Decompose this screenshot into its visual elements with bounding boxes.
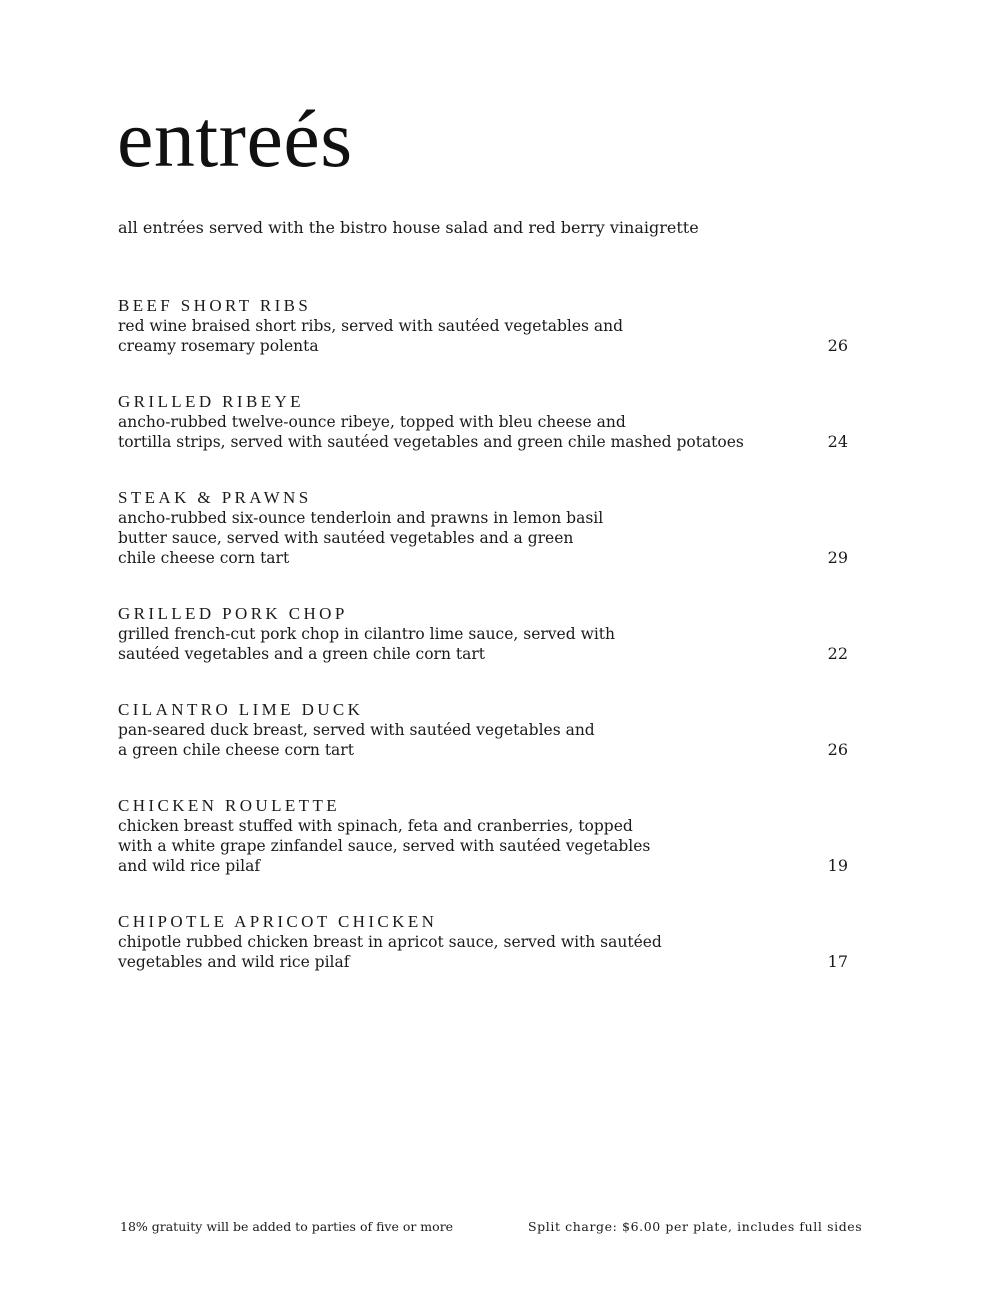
menu-item-description: ancho-rubbed six-ounce tenderloin and prawns in lemon basil butter sauce, served with sautéed vegetables and a green chile cheese corn tart (118, 509, 604, 567)
menu-item (118, 604, 848, 664)
menu-item-name: CILANTRO LIME DUCK (118, 700, 364, 719)
menu-item (118, 912, 848, 972)
menu-item-description: chicken breast stuffed with spinach, feta and cranberries, topped with a white grape zinfandel sauce, served with sautéed vegetables and wild rice pilaf (118, 817, 651, 875)
menu-item (118, 700, 848, 760)
menu-item-description: pan-seared duck breast, served with sautéed vegetables and a green chile cheese corn tart (118, 721, 595, 759)
menu-item-price: 29 (827, 548, 848, 567)
page-title: entreés (117, 93, 353, 184)
menu-item-name: BEEF SHORT RIBS (118, 296, 312, 315)
entree-menu-list (118, 296, 848, 1008)
menu-item-description: red wine braised short ribs, served with sautéed vegetables and creamy rosemary polenta (118, 317, 624, 355)
menu-item-name: GRILLED PORK CHOP (118, 604, 348, 623)
menu-item-description: grilled french-cut pork chop in cilantro lime sauce, served with sautéed vegetables and a green chile corn tart (118, 625, 616, 663)
menu-item-price: 26 (827, 740, 848, 759)
menu-item-name: GRILLED RIBEYE (118, 392, 304, 411)
menu-item-name: CHIPOTLE APRICOT CHICKEN (118, 912, 438, 931)
menu-item-name: STEAK & PRAWNS (118, 488, 312, 507)
menu-item-description: ancho-rubbed twelve-ounce ribeye, topped with bleu cheese and tortilla strips, served with sautéed vegetables and green chile mashed potatoes (118, 413, 744, 451)
menu-item-price: 22 (827, 644, 848, 663)
menu-item (118, 796, 848, 876)
page-subtitle: all entrées served with the bistro house salad and red berry vinaigrette (118, 218, 699, 237)
split-charge-note: Split charge: $6.00 per plate, includes full sides (528, 1219, 863, 1234)
menu-item-price: 19 (827, 856, 848, 875)
menu-item-price: 17 (827, 952, 848, 971)
menu-item-price: 26 (827, 336, 848, 355)
menu-item-description: chipotle rubbed chicken breast in apricot sauce, served with sautéed vegetables and wild rice pilaf (118, 933, 662, 971)
menu-item (118, 392, 848, 452)
gratuity-note: 18% gratuity will be added to parties of five or more (120, 1219, 454, 1234)
menu-item (118, 296, 848, 356)
menu-item-name: CHICKEN ROULETTE (118, 796, 341, 815)
menu-item-price: 24 (827, 432, 848, 451)
menu-item (118, 488, 848, 568)
